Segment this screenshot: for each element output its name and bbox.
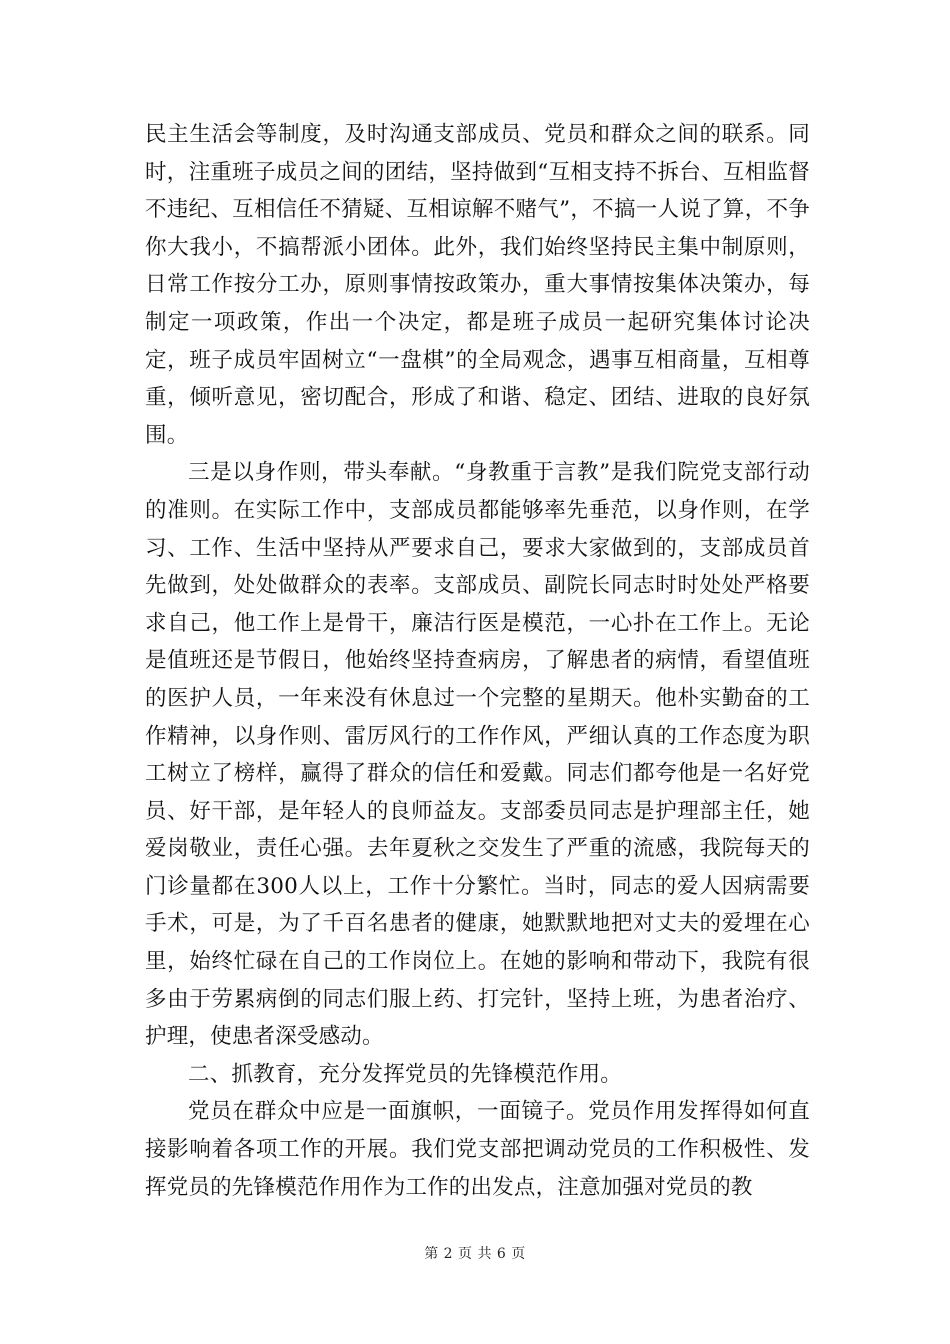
page-footer — [0, 1243, 950, 1263]
document-body — [145, 116, 810, 1206]
page-number: 第 2 页 共 6 页 — [424, 1246, 526, 1262]
paragraph-1: 民主生活会等制度，及时沟通支部成员、党员和群众之间的联系。同时，注重班子成员之间的团结，坚持做到“互相支持不拆台、互相监督不违纪、互相信任不猜疑、互相谅解不赌气”，不搞一人说了算，不争你大我小，不搞帮派小团体。此外，我们始终坚持民主集中制原则，日常工作按分工办，原则事情按政策办，重大事情按集体决策办，每制定一项政策，作出一个决定，都是班子成员一起研究集体讨论决定，班子成员牢固树立“一盘棋”的全局观念，遇事互相商量，互相尊重，倾听意见，密切配合，形成了和谐、稳定、团结、进取的良好氛围。 — [145, 122, 810, 448]
section-heading-2: 二、抓教育，充分发挥党员的先锋模范作用。 — [188, 1061, 623, 1087]
paragraph-2: 三是以身作则，带头奉献。“身教重于言教”是我们院党支部行动的准则。在实际工作中，支部成员都能够率先垂范，以身作则，在学习、工作、生活中坚持从严要求自己，要求大家做到的，支部成员首先做到，处处做群众的表率。支部成员、副院长同志时时处处严格要求自己，他工作上是骨干，廉洁行医是模范，一心扑在工作上。无论是值班还是节假日，他始终坚持查病房，了解患者的病情，看望值班的医护人员，一年来没有休息过一个完整的星期天。他朴实勤奋的工作精神，以身作则、雷厉风行的工作作风，严细认真的工作态度为职工树立了榜样，赢得了群众的信任和爱戴。同志们都夸他是一名好党员、好干部，是年轻人的良师益友。支部委员同志是护理部主任，她爱岗敬业，责任心强。去年夏秋之交发生了严重的流感，我院每天的门诊量都在300人以上，工作十分繁忙。当时，同志的爱人因病需要手术，可是，为了千百名患者的健康，她默默地把对丈夫的爱埋在心里，始终忙碌在自己的工作岗位上。在她的影响和带动下，我院有很多由于劳累病倒的同志们服上药、打完针，坚持上班，为患者治疗、护理，使患者深受感动。 — [145, 460, 810, 1050]
paragraph-3: 党员在群众中应是一面旗帜，一面镜子。党员作用发挥得如何直接影响着各项工作的开展。我们党支部把调动党员的工作积极性、发挥党员的先锋模范作用作为工作的出发点，注意加强对党员的教 — [145, 1099, 810, 1200]
